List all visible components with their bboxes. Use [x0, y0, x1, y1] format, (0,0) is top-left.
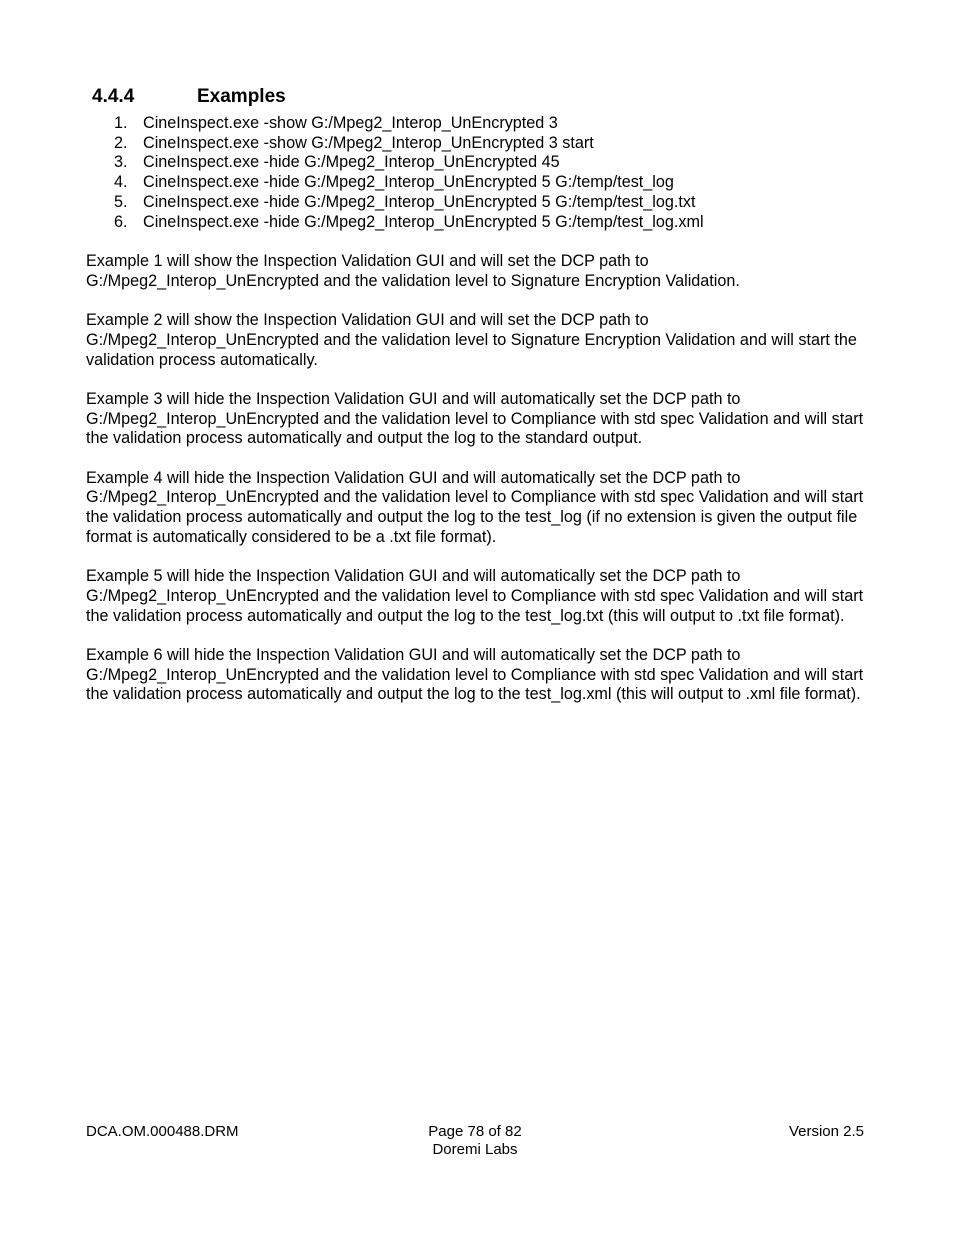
footer-doc-id: DCA.OM.000488.DRM [86, 1123, 239, 1140]
section-title: Examples [197, 86, 286, 107]
list-item-text: CineInspect.exe -hide G:/Mpeg2_Interop_UnEncrypted 5 G:/temp/test_log [143, 173, 674, 192]
list-item-number: 5. [114, 192, 128, 211]
example-4-description: Example 4 will hide the Inspection Validation GUI and will automatically set the DCP path to G:/Mpeg2_Interop_UnEncrypted and the validation level to Compliance with std spec Validation and will start the validation process automatically and output the log to the test_log (if no extension is given the output file format is automatically considered to be a .txt file format). [86, 468, 864, 546]
example-command-list [86, 114, 886, 232]
list-item-number: 6. [114, 212, 128, 231]
list-item [86, 173, 886, 193]
list-item-text: CineInspect.exe -show G:/Mpeg2_Interop_UnEncrypted 3 start [143, 133, 594, 152]
list-item-number: 1. [114, 114, 128, 132]
list-item-text: CineInspect.exe -hide G:/Mpeg2_Interop_UnEncrypted 5 G:/temp/test_log.xml [143, 212, 704, 231]
example-2-description: Example 2 will show the Inspection Validation GUI and will set the DCP path to G:/Mpeg2_Interop_UnEncrypted and the validation level to Signature Encryption Validation and will start the validation process automatically. [86, 311, 857, 369]
example-descriptions [86, 252, 876, 725]
list-item [86, 134, 886, 154]
list-item-number: 2. [114, 133, 128, 152]
list-item-number: 4. [114, 173, 128, 192]
example-5-description: Example 5 will hide the Inspection Validation GUI and will automatically set the DCP path to G:/Mpeg2_Interop_UnEncrypted and the validation level to Compliance with std spec Validation and will start the validation process automatically and output the log to the test_log.txt (this will output to .txt file format). [86, 567, 864, 625]
example-6-description: Example 6 will hide the Inspection Validation GUI and will automatically set the DCP path to G:/Mpeg2_Interop_UnEncrypted and the validation level to Compliance with std spec Validation and will start the validation process automatically and output the log to the test_log.xml (this will output to .xml file format). [86, 645, 864, 704]
list-item-text: CineInspect.exe -hide G:/Mpeg2_Interop_UnEncrypted 45 [143, 153, 560, 172]
page-footer [86, 1123, 864, 1163]
list-item [86, 153, 886, 173]
example-1-description: Example 1 will show the Inspection Validation GUI and will set the DCP path to G:/Mpeg2_Interop_UnEncrypted and the validation level to Signature Encryption Validation. [86, 252, 740, 290]
footer-center [86, 1123, 864, 1159]
list-item-number: 3. [114, 153, 128, 172]
section-heading [92, 86, 286, 108]
footer-company: Doremi Labs [432, 1141, 518, 1158]
list-item [86, 213, 886, 233]
footer-page-number: Page 78 of 82 [428, 1123, 522, 1140]
list-item [86, 114, 886, 134]
example-3-description: Example 3 will hide the Inspection Validation GUI and will automatically set the DCP path to G:/Mpeg2_Interop_UnEncrypted and the validation level to Compliance with std spec Validation and will start the validation process automatically and output the log to the standard output. [86, 389, 864, 448]
list-item [86, 193, 886, 213]
footer-version: Version 2.5 [788, 1123, 864, 1140]
section-number: 4.4.4 [92, 86, 135, 107]
list-item-text: CineInspect.exe -show G:/Mpeg2_Interop_UnEncrypted 3 [143, 114, 558, 132]
list-item-text: CineInspect.exe -hide G:/Mpeg2_Interop_UnEncrypted 5 G:/temp/test_log.txt [143, 192, 696, 211]
